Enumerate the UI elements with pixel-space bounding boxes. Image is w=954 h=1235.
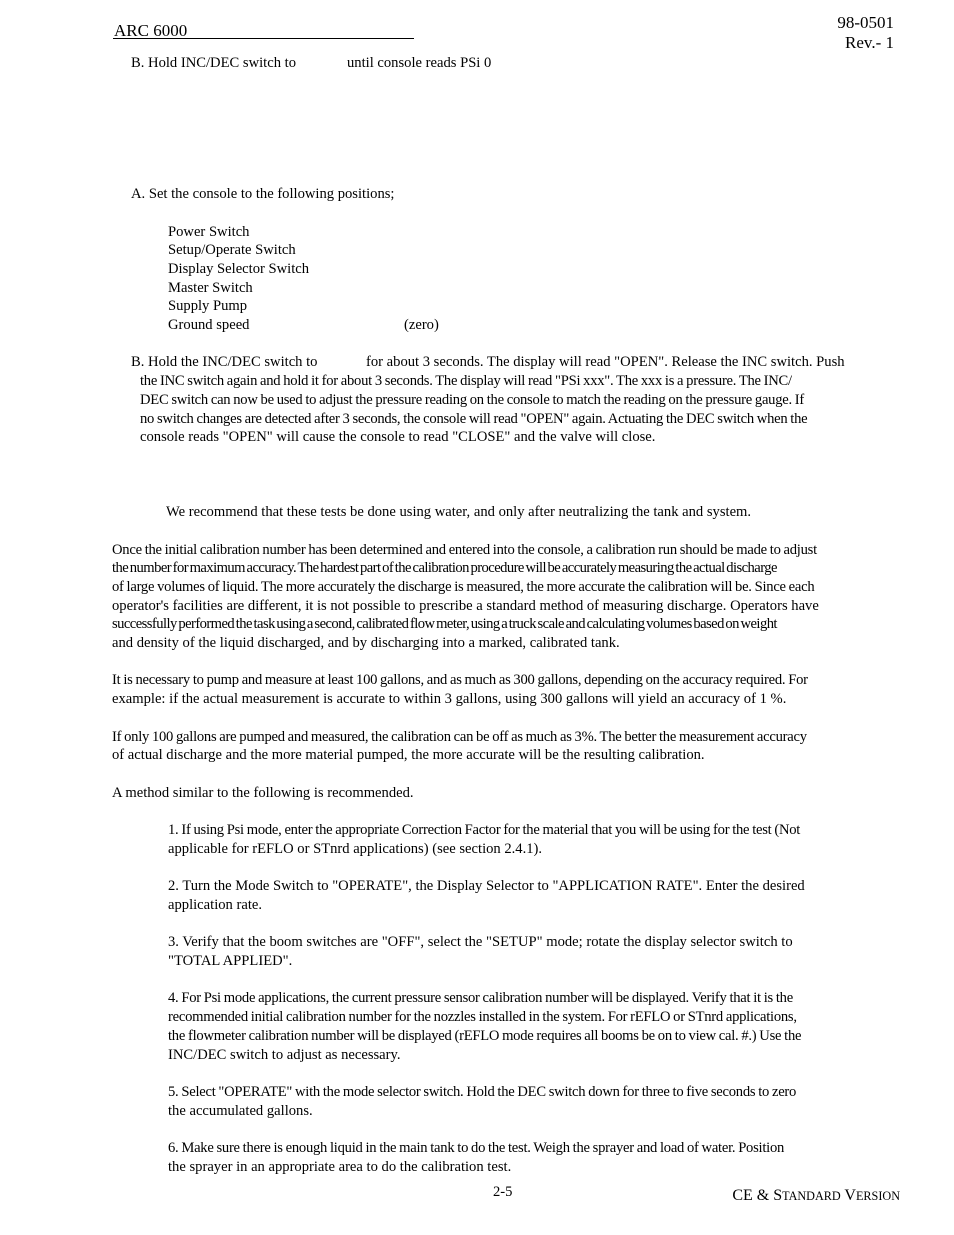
document-number: 98-0501: [837, 13, 894, 32]
step-line: the accumulated gallons.: [168, 1103, 313, 1119]
paragraph-line: and density of the liquid discharged, and by discharging into a marked, calibrated tank.: [112, 635, 620, 651]
step-line: "TOTAL APPLIED".: [168, 953, 293, 969]
body-line: no switch changes are detected after 3 seconds, the console will read "OPEN" again. Actuating the DEC switch when the: [140, 411, 808, 427]
step-line: INC/DEC switch to adjust as necessary.: [168, 1047, 401, 1063]
method-intro: A method similar to the following is recommended.: [112, 785, 414, 801]
step-line: the flowmeter calibration number will be displayed (rEFLO mode requires all booms be on to view cal. #.) Use the: [168, 1028, 802, 1044]
step-line: 6. Make sure there is enough liquid in the main tank to do the test. Weigh the sprayer and load of water. Position: [168, 1140, 785, 1156]
paragraph-line: example: if the actual measurement is accurate to within 3 gallons, using 300 gallons will yield an accuracy of 1 %.: [112, 691, 787, 707]
step-b-open-lead: B. Hold the INC/DEC switch to: [131, 354, 318, 370]
step-b-zero-part2: until console reads PSi 0: [347, 55, 492, 71]
title-underline: [113, 38, 414, 39]
position-label: Supply Pump: [168, 298, 248, 314]
step-line: 1. If using Psi mode, enter the appropriate Correction Factor for the material that you will be using for the test (Not: [168, 822, 801, 838]
step-line: recommended initial calibration number for the nozzles installed in the system. For rEFLO or STnrd applications,: [168, 1009, 797, 1025]
body-line: DEC switch can now be used to adjust the pressure reading on the console to match the reading on the pressure gauge. If: [140, 392, 805, 408]
position-label: Setup/Operate Switch: [168, 242, 296, 258]
document-revision: Rev.- 1: [845, 33, 894, 52]
paragraph-line: operator's facilities are different, it is not possible to prescribe a standard method of measuring discharge. Operators have: [112, 598, 819, 614]
step-b-open-first-line: for about 3 seconds. The display will read "OPEN". Release the INC switch. Push: [366, 354, 845, 370]
paragraph-line: It is necessary to pump and measure at least 100 gallons, and as much as 300 gallons, depending on the accuracy required. For: [112, 672, 808, 688]
step-line: the sprayer in an appropriate area to do the calibration test.: [168, 1159, 512, 1175]
version-text-v: V: [840, 1187, 856, 1204]
document-number-block: [837, 13, 894, 53]
console-setup-intro: A. Set the console to the following positions;: [131, 186, 395, 202]
step-line: applicable for rEFLO or STnrd applications) (see section 2.4.1).: [168, 841, 543, 857]
position-label: Master Switch: [168, 280, 253, 296]
step-line: 2. Turn the Mode Switch to "OPERATE", the Display Selector to "APPLICATION RATE". Enter the desired: [168, 878, 805, 894]
recommendation-note: We recommend that these tests be done using water, and only after neutralizing the tank and system.: [166, 504, 752, 520]
position-label: Power Switch: [168, 224, 250, 240]
step-line: application rate.: [168, 897, 263, 913]
version-text-ersion: ERSION: [855, 1189, 900, 1203]
step-line: 3. Verify that the boom switches are "OFF", select the "SETUP" mode; rotate the display selector switch to: [168, 934, 793, 950]
paragraph-line: Once the initial calibration number has been determined and entered into the console, a calibration run should be made to adjust: [112, 542, 817, 558]
page-number: 2-5: [493, 1184, 513, 1200]
position-label: Ground speed: [168, 317, 250, 333]
position-value: (zero): [404, 317, 439, 333]
body-line: the INC switch again and hold it for about 3 seconds. The display will read "PSi xxx". The xxx is a pressure. The INC/: [140, 373, 792, 389]
step-line: 4. For Psi mode applications, the current pressure sensor calibration number will be displayed. Verify that it is the: [168, 990, 793, 1006]
paragraph-line: If only 100 gallons are pumped and measured, the calibration can be off as much as 3%. The better the measurement accuracy: [112, 729, 807, 745]
version-label: [732, 1187, 900, 1205]
version-text-tandard: TANDARD: [782, 1189, 841, 1203]
paragraph-line: successfully performed the task using a second, calibrated flow meter, using a truck scale and calculating volumes based on weight: [112, 616, 777, 632]
paragraph-line: of actual discharge and the more material pumped, the more accurate will be the resulting calibration.: [112, 747, 705, 763]
version-text-ce: CE & S: [732, 1187, 783, 1204]
step-line: 5. Select "OPERATE" with the mode selector switch. Hold the DEC switch down for three to five seconds to zero: [168, 1084, 797, 1100]
paragraph-line: the number for maximum accuracy. The hardest part of the calibration procedure will be accurately measuring the actual discharge: [112, 560, 777, 576]
document-title: ARC 6000: [114, 21, 188, 40]
step-b-zero-part1: B. Hold INC/DEC switch to: [131, 55, 296, 71]
position-label: Display Selector Switch: [168, 261, 310, 277]
paragraph-line: of large volumes of liquid. The more accurately the discharge is measured, the more accurate the calibration will be. Since each: [112, 579, 815, 595]
body-line: console reads "OPEN" will cause the console to read "CLOSE" and the valve will close.: [140, 429, 656, 445]
